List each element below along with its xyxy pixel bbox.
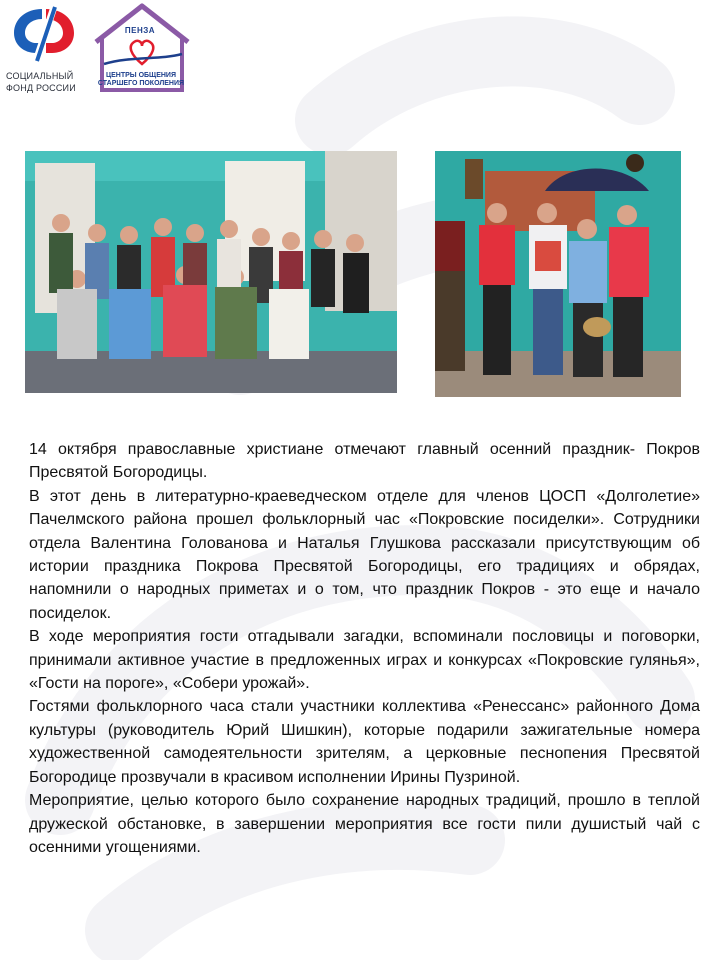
penza-subtitle-1: ЦЕНТРЫ ОБЩЕНИЯ (106, 72, 176, 79)
article-paragraph-3: В ходе мероприятия гости отгадывали загадки, вспоминали пословицы и поговорки, принимали активное участие в предложенных играх и конкурсах «Покровские гулянья», «Гости на пороге», «Собери урожай». (29, 628, 700, 693)
article-body (29, 438, 700, 859)
penza-city-label: ПЕНЗА (124, 26, 156, 35)
penza-subtitle (90, 72, 192, 88)
sfr-logo-caption-1: СОЦИАЛЬНЫЙ (6, 71, 74, 81)
article-paragraph-1: 14 октября православные христиане отмечают главный осенний праздник- Покров Пресвятой Богородицы. (29, 441, 700, 482)
penza-logo (90, 2, 200, 94)
sfr-logo (6, 3, 86, 93)
performers-photo (435, 151, 681, 397)
article-paragraph-5: Мероприятие, целью которого было сохранение народных традиций, прошло в теплой дружеской обстановке, в завершении мероприятия все гости пили душистый чай с осенними угощениями. (29, 792, 700, 856)
group-photo (25, 151, 397, 393)
sfr-emblem-icon (6, 3, 82, 69)
article-paragraph-2: В этот день в литературно-краеведческом отделе для членов ЦОСП «Долголетие» Пачелмского района прошел фольклорный час «Покровские посиделки». Сотрудники отдела Валентина Голованова и Наталья Глушкова рассказали присутствующим об истории праздника Покрова Пресвятой Богородицы, его традициях и обрядах, напомнили о народных приметах и о том, что праздник Покров - это еще и начало посиделок. (29, 487, 700, 622)
penza-subtitle-2: СТАРШЕГО ПОКОЛЕНИЯ (97, 80, 185, 87)
sfr-logo-caption-2: ФОНД РОССИИ (6, 83, 76, 93)
article-paragraph-4: Гостями фольклорного часа стали участники коллектива «Ренессанс» районного Дома культуры (руководитель Юрий Шишкин), которые подарили зажигательные номера художественной самодеятельности зрителям, а церковные песнопения Пресвятой Богородице прозвучали в красивом исполнении Ирины Пузриной. (29, 698, 700, 786)
